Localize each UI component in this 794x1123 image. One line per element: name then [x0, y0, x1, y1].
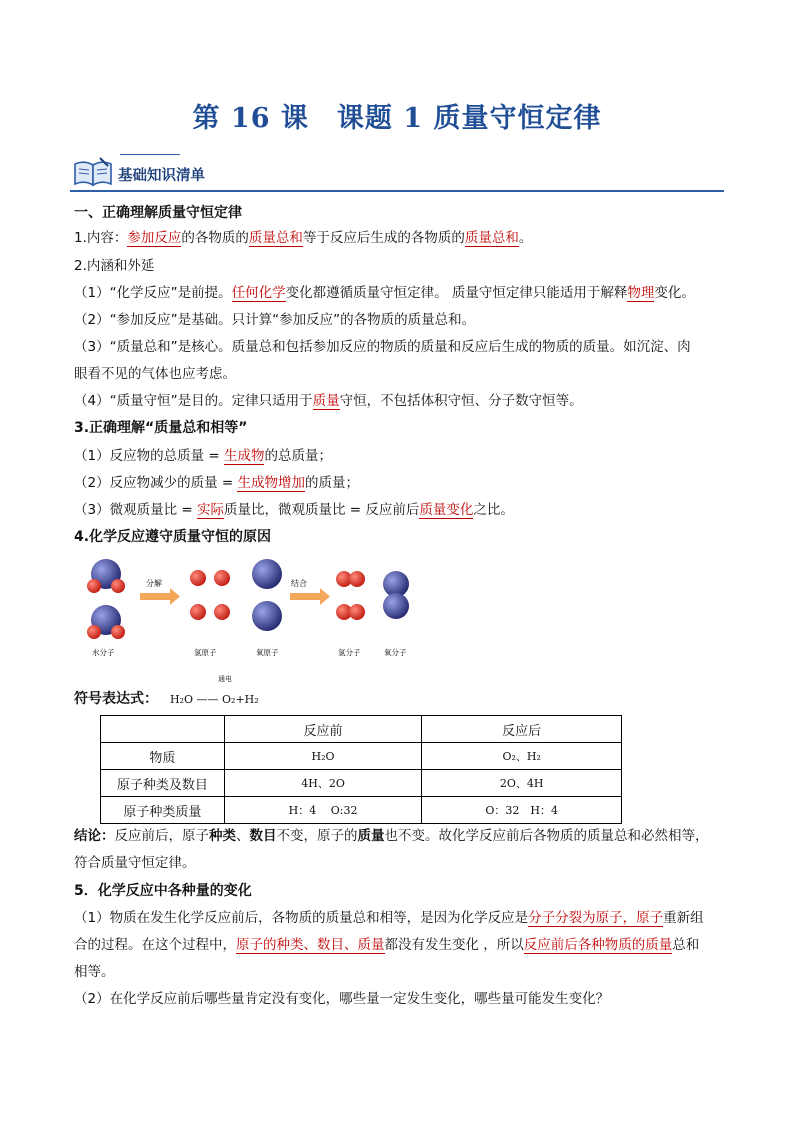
table-header-cell — [101, 716, 225, 743]
symbol-expression-label: 符号表达式： — [74, 691, 158, 707]
table-row — [101, 743, 622, 770]
sec1-title: 一、正确理解质量守恒定律 — [74, 205, 242, 221]
sec5-item1-line1: （1）物质在发生化学反应前后，各物质的质量总和相等，是因为化学反应是分子分裂为原子，原子重新组 — [74, 910, 704, 926]
sec3-item2: （2）反应物减少的质量 = 生成物增加的质量； — [74, 475, 359, 491]
point-1: （1）“化学反应”是前提。任何化学变化都遵循质量守恒定律。 质量守恒定律只能适用于解释物理变化。 — [74, 285, 695, 301]
sec5-item1-line2: 合的过程。在这个过程中，原子的种类、数目、质量都没有发生变化 ，所以反应前后各种物质的质量总和 — [74, 937, 700, 953]
table-header-row — [101, 716, 622, 743]
oxygen-atoms — [252, 559, 282, 631]
item2-title: 2.内涵和外延 — [74, 258, 155, 274]
point-3-line1: （3）“质量总和”是核心。质量总和包括参加反应的物质的质量和反应后生成的物质的质量。如沉淀、肉 — [74, 339, 691, 355]
item1-content: 1.内容：参加反应的各物质的质量总和等于反应后生成的各物质的质量总和。 — [74, 230, 533, 246]
page-title: 第 16 课 课题 1 质量守恒定律 — [192, 103, 602, 134]
conclusion-line2: 符合质量守恒定律。 — [74, 855, 196, 871]
label-oxygen-atom: 氧原子 — [256, 648, 279, 657]
symbol-expression — [74, 675, 259, 708]
table-header-cell: 反应前 — [224, 716, 422, 743]
hydrogen-molecules — [336, 571, 365, 620]
table-cell: 原子种类质量 — [101, 797, 225, 824]
label-water-molecule: 水分子 — [92, 648, 115, 657]
label-oxygen-molecule: 氧分子 — [384, 648, 407, 657]
table-cell: H：4 O:32 — [224, 797, 422, 824]
table-cell: 4H、2O — [224, 770, 422, 797]
hydrogen-atoms — [190, 570, 230, 620]
symbol-expression-formula: H₂O —— O₂+H₂ — [170, 693, 259, 706]
oxygen-molecule — [383, 571, 409, 619]
reaction-condition: 通电 — [218, 675, 232, 683]
sec5-item2: （2）在化学反应前后哪些量肯定没有变化，哪些量一定发生变化，哪些量可能发生变化？ — [74, 991, 610, 1007]
combine-arrow-label: 结合 — [291, 579, 307, 588]
sec3-item1: （1）反应物的总质量 = 生成物的总质量； — [74, 448, 332, 464]
sec3-item3: （3）微观质量比 = 实际质量比，微观质量比 = 反应前后质量变化之比。 — [74, 502, 514, 518]
header-rule — [70, 190, 724, 192]
sec5-item1-line3: 相等。 — [74, 964, 115, 980]
decompose-arrow — [140, 578, 180, 605]
point-4: （4）“质量守恒”是目的。定律只适用于质量守恒，不包括体积守恒、分子数守恒等。 — [74, 393, 583, 409]
table-row — [101, 770, 622, 797]
water-molecule-1 — [87, 559, 125, 593]
book-icon — [72, 156, 114, 188]
header-short-rule — [120, 154, 180, 155]
conclusion-line1: 结论：反应前后，原子种类、数目不变，原子的质量也不变。故化学反应前后各物质的质量总和必然相等， — [74, 828, 709, 844]
combine-arrow — [290, 578, 330, 605]
table-cell: H₂O — [224, 743, 422, 770]
table-cell: O：32 H：4 — [422, 797, 622, 824]
sec3-title: 3.正确理解“质量总和相等” — [74, 420, 248, 436]
decompose-arrow-label: 分解 — [146, 579, 162, 588]
table-cell: 物质 — [101, 743, 225, 770]
water-molecule-2 — [87, 605, 125, 639]
label-hydrogen-atom: 氢原子 — [194, 648, 217, 657]
table-cell: 原子种类及数目 — [101, 770, 225, 797]
sec4-title: 4.化学反应遵守质量守恒的原因 — [74, 529, 272, 545]
table-header-cell: 反应后 — [422, 716, 622, 743]
section-header — [70, 150, 724, 192]
sec5-title: 5．化学反应中各种量的变化 — [74, 883, 252, 899]
point-2: （2）“参加反应”是基础。只计算“参加反应”的各物质的质量总和。 — [74, 312, 476, 328]
section-header-label: 基础知识清单 — [118, 168, 205, 184]
atom-table — [100, 715, 622, 824]
table-cell: 2O、4H — [422, 770, 622, 797]
table-row — [101, 797, 622, 824]
label-hydrogen-molecule: 氢分子 — [338, 648, 361, 657]
point-3-line2: 眼看不见的气体也应考虑。 — [74, 366, 236, 382]
table-cell: O₂、H₂ — [422, 743, 622, 770]
water-decomposition-diagram — [74, 552, 418, 664]
